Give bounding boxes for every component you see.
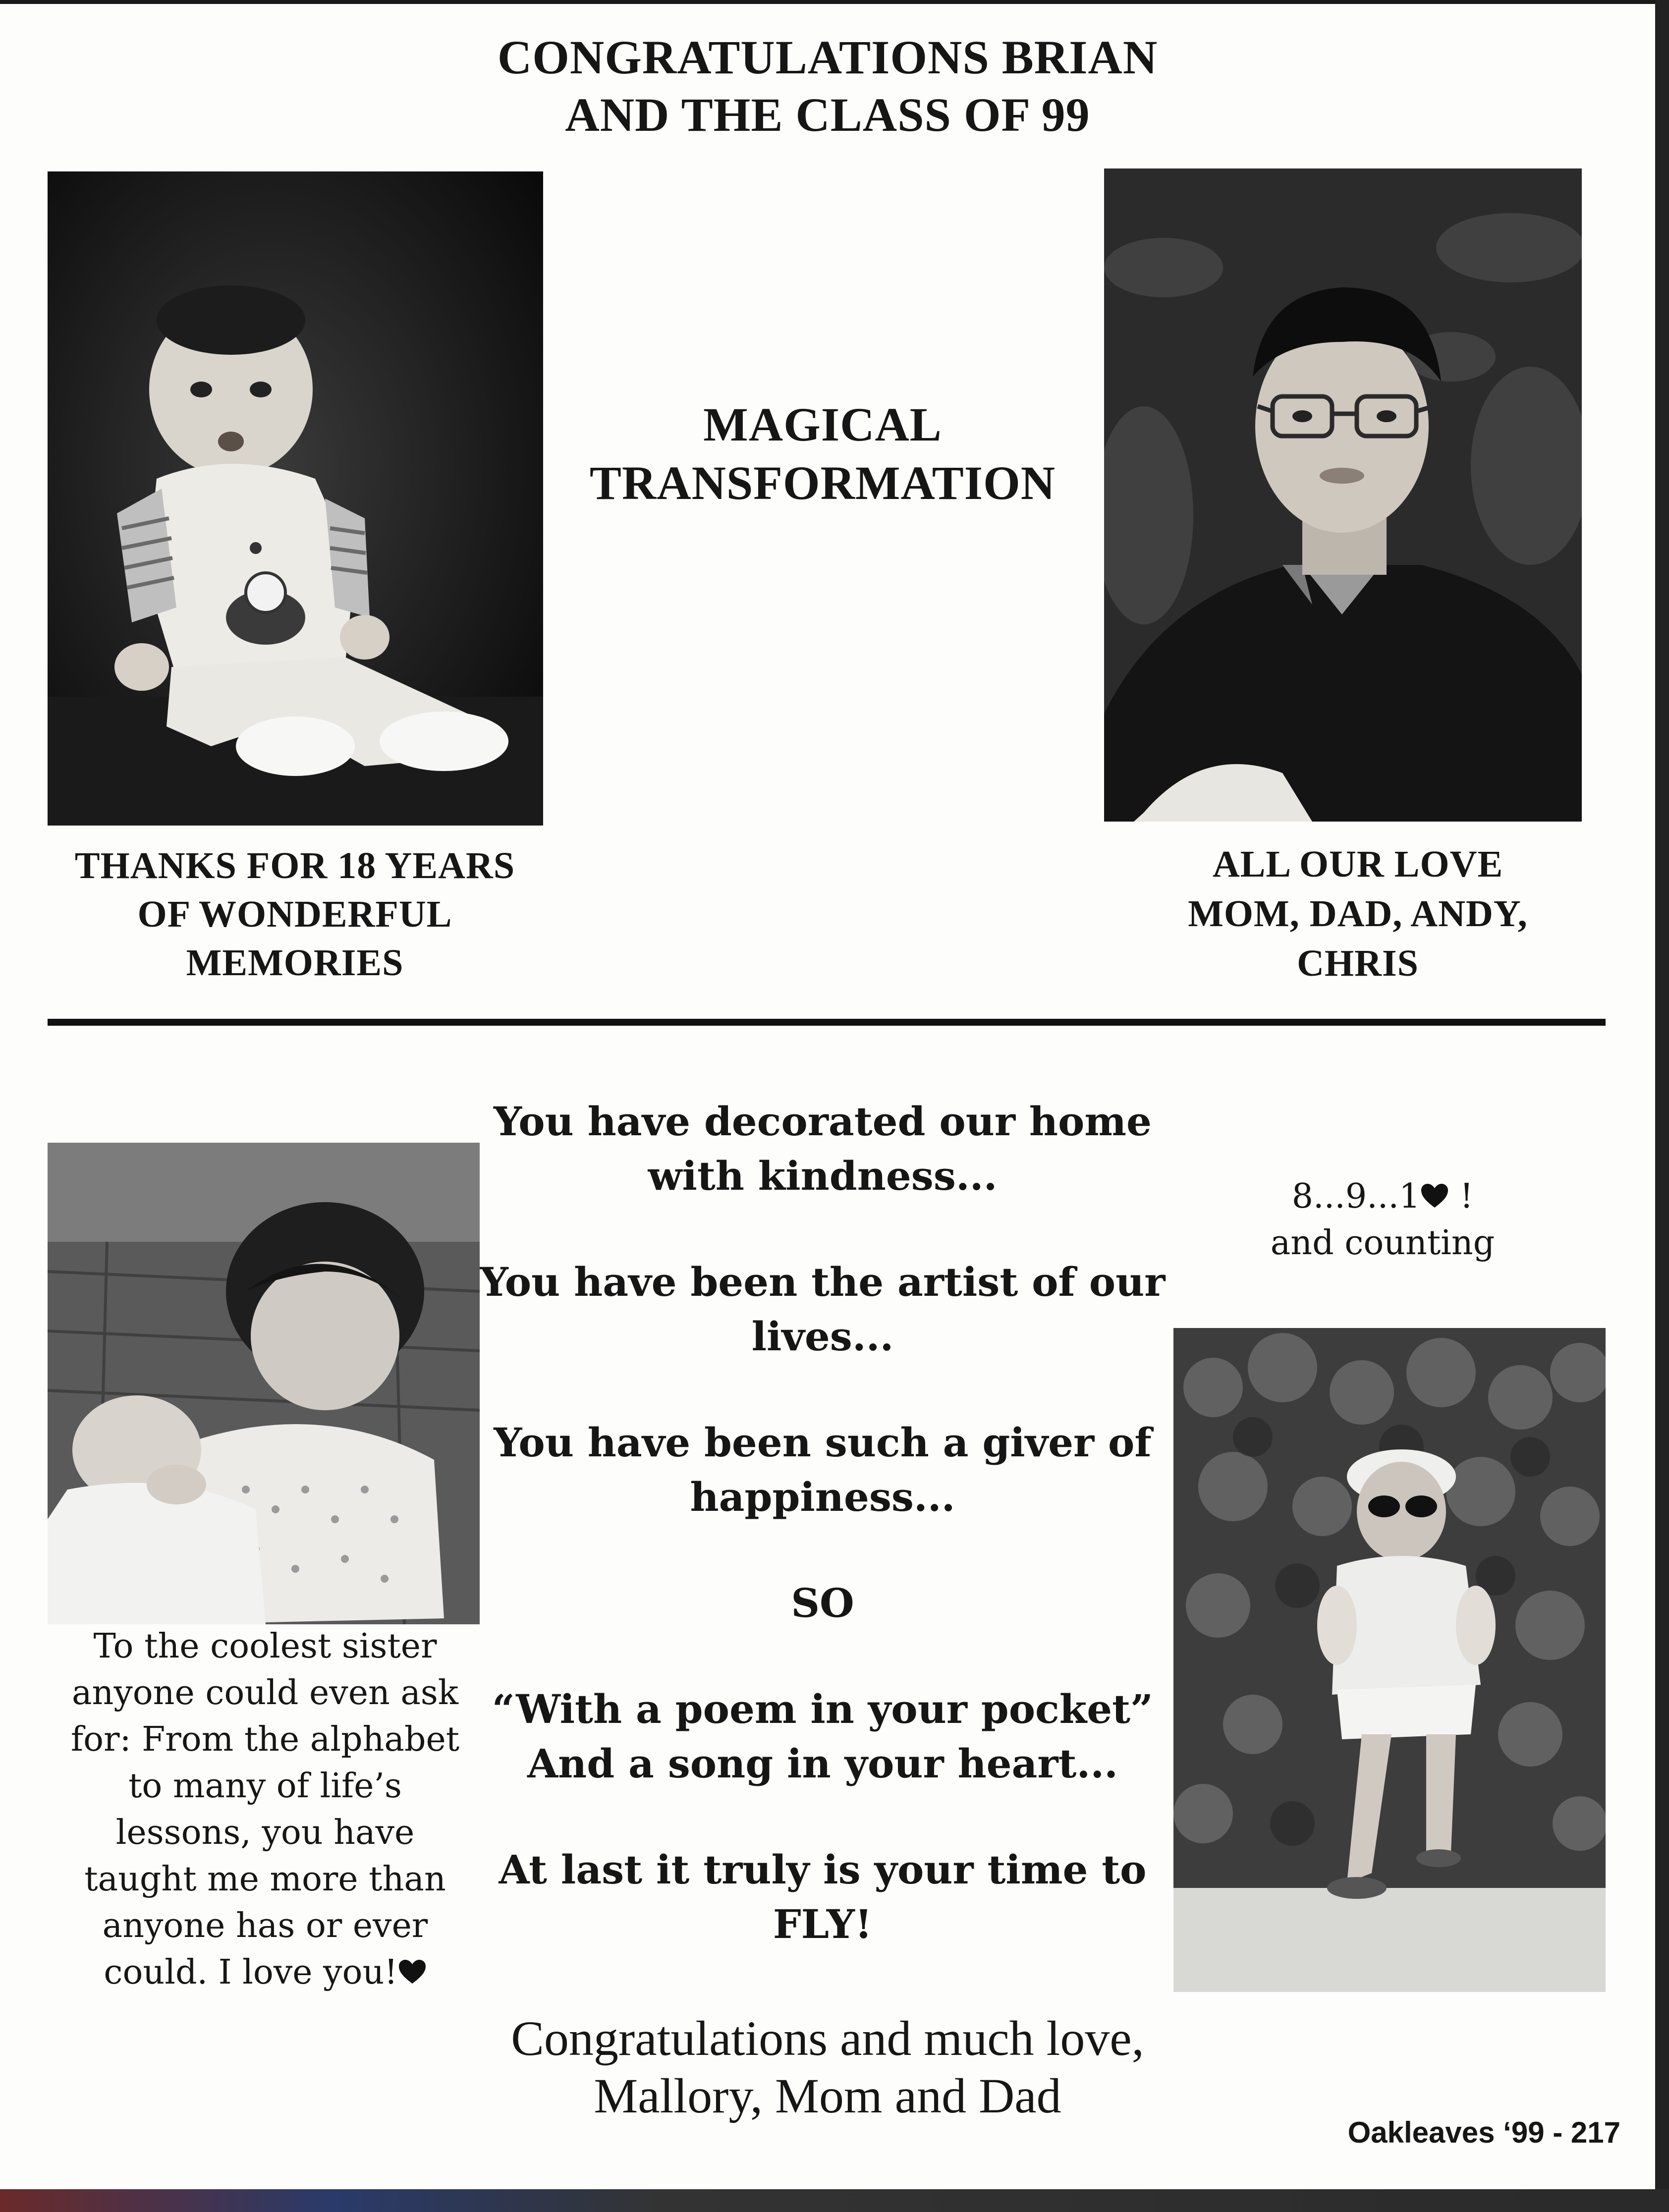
- poem-line-9: And a song in your heart...: [527, 1740, 1118, 1787]
- senior-portrait-photo: [1104, 168, 1582, 822]
- heart-icon: [398, 1959, 427, 1985]
- poem-line-5: You have been such a giver of: [494, 1419, 1152, 1466]
- poem: [476, 1094, 1169, 1951]
- poem-line-4: lives...: [751, 1313, 894, 1360]
- header-line-2: AND THE CLASS OF 99: [565, 88, 1090, 141]
- running-child-photo: [1173, 1328, 1606, 1992]
- header-line-1: CONGRATULATIONS BRIAN: [497, 31, 1158, 84]
- sister-note-line-5: lessons, you have: [115, 1813, 415, 1852]
- poem-line-10: At last it truly is your time to: [499, 1846, 1147, 1893]
- right-caption-line-2: MOM, DAD, ANDY,: [1188, 893, 1528, 935]
- sister-note-line-4: to many of life’s: [128, 1767, 402, 1806]
- poem-line-7: SO: [791, 1580, 854, 1626]
- right-caption-line-3: CHRIS: [1297, 942, 1419, 984]
- center-title-line-2: TRANSFORMATION: [589, 456, 1056, 509]
- portrait-caption: [1090, 839, 1625, 988]
- left-caption-line-1: THANKS FOR 18 YEARS: [74, 845, 515, 886]
- signoff-line-2: Mallory, Mom and Dad: [594, 2068, 1061, 2123]
- baby-photo: [48, 171, 543, 826]
- poem-line-11: FLY!: [773, 1901, 873, 1947]
- poem-line-1: You have decorated our home: [494, 1098, 1152, 1145]
- sister-note-line-3: for: From the alphabet: [70, 1720, 460, 1759]
- signoff-line-1: Congratulations and much love,: [511, 2011, 1144, 2066]
- page-folio: Oakleaves ‘99 - 217: [1347, 2116, 1620, 2149]
- heart-icon: [1420, 1183, 1449, 1209]
- sister-note-line-7: anyone has or ever: [102, 1906, 428, 1945]
- counting-suffix: !: [1459, 1177, 1474, 1216]
- sister-with-baby-photo: [48, 1143, 480, 1624]
- poem-line-6: happiness...: [690, 1474, 955, 1520]
- baby-photo-caption: [30, 841, 560, 987]
- sister-note-line-2: anyone could even ask: [71, 1673, 458, 1713]
- right-caption-line-1: ALL OUR LOVE: [1212, 843, 1503, 885]
- sister-note-line-6: taught me more than: [84, 1860, 446, 1899]
- left-caption-line-2: OF WONDERFUL: [137, 893, 452, 935]
- sister-note: [30, 1623, 501, 1996]
- scan-edge-right: [1655, 0, 1669, 2212]
- poem-line-2: with kindness...: [648, 1153, 998, 1199]
- counting-note: [1209, 1173, 1556, 1267]
- left-caption-line-3: MEMORIES: [186, 942, 404, 984]
- counting-line-2: and counting: [1270, 1223, 1495, 1263]
- center-title-line-1: MAGICAL: [703, 398, 942, 451]
- center-title: [555, 395, 1090, 512]
- section-divider: [48, 1019, 1606, 1026]
- yearbook-page: [0, 4, 1655, 2189]
- sister-note-line-1: To the coolest sister: [93, 1627, 437, 1666]
- poem-line-3: You have been the artist of our: [480, 1259, 1166, 1305]
- signoff: [396, 2010, 1259, 2125]
- poem-line-8: “With a poem in your pocket”: [492, 1686, 1154, 1732]
- page-header: [0, 29, 1655, 144]
- scan-edge-bottom: [0, 2189, 1669, 2212]
- counting-prefix: 8...9...1: [1291, 1177, 1421, 1216]
- sister-note-line-8: [30, 1949, 501, 1996]
- counting-line-1: [1209, 1173, 1556, 1220]
- sister-note-line-8-text: could. I love you!: [104, 1953, 398, 1992]
